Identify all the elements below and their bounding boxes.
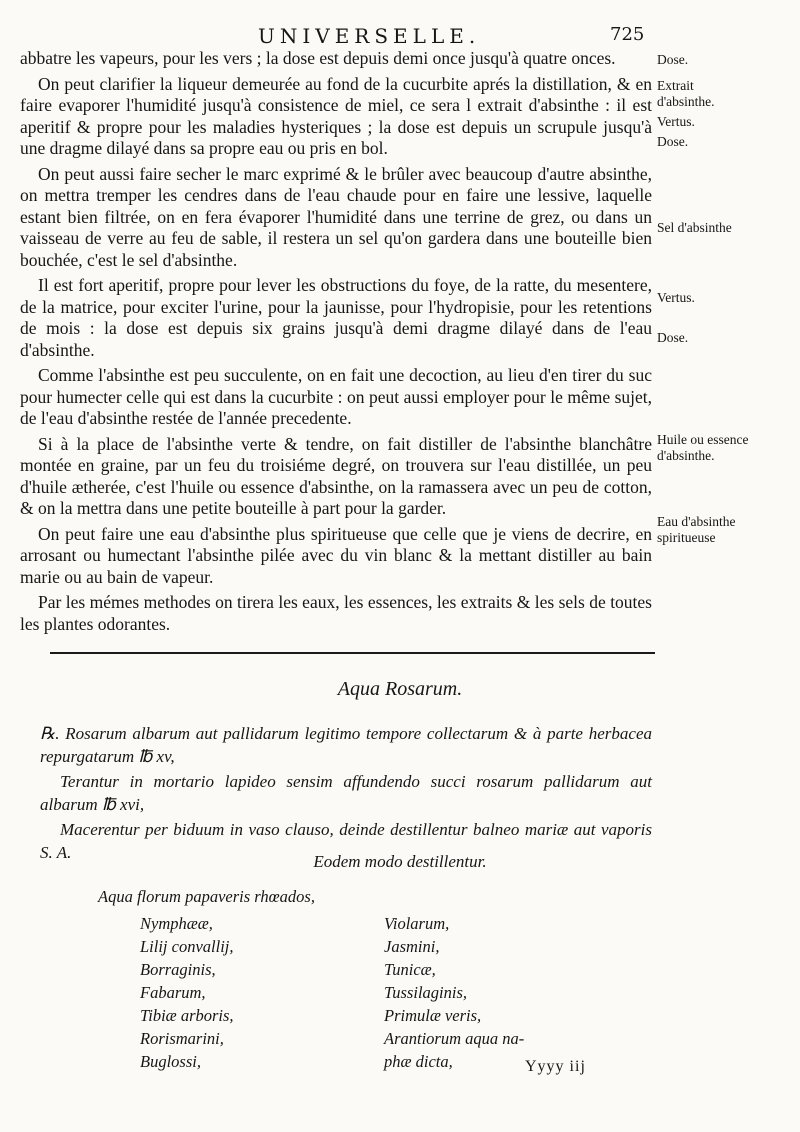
list-item: Nymphææ, [140,914,213,933]
margin-note: Vertus. [657,290,695,305]
recipe-subtitle: Eodem modo destillentur. [313,852,487,871]
recipe-line: Terantur in mortario lapideo sensim affundendo succi rosarum pallidarum aut albarum ℔ xvi, [40,772,652,814]
main-text [20,48,652,639]
recipe-text [40,722,652,866]
page-number: 725 [610,24,645,45]
margin-note: Huile ou essence d'absinthe. [657,432,749,463]
margin-note: Dose. [657,52,689,67]
margin-note: Vertus. [657,114,695,129]
margin-note: Sel d'absinthe [657,220,732,235]
margin-note: Dose. [657,330,689,345]
paragraph: On peut faire une eau d'absinthe plus spiritueuse que celle que je viens de decrire, en arrosant ou humectant l'absinthe pilée avec du vin blanc & la mettant distiller au bain marie ou au bain de vapeur. [20,523,652,587]
list-item: Lilij convallij, [140,937,234,956]
paragraph: Par les mémes methodes on tirera les eaux, les essences, les extraits & les sels de toutes les plantes odorantes. [20,592,652,634]
page-header [0,24,800,48]
plants-lead: Aqua florum papaveris rhœados, [98,887,315,906]
plant-list-right [384,912,524,1073]
margin-note: Extrait d'absinthe. [657,78,715,109]
paragraph: Si à la place de l'absinthe verte & tendre, on fait distiller de l'absinthe blanchâtre montée en graine, par un feu du troisiéme degré, on trouvera sur l'eau distillée, un peu d'huile ætherée, c'est l'huile ou essence d'absinthe, on la ramassera avec un peu de cotton, & on la mettra dans une petite bouteille à part pour la garder. [20,433,652,518]
list-item: Tussilaginis, [384,983,467,1002]
paragraph: On peut clarifier la liqueur demeurée au fond de la cucurbite aprés la distillation, & en faire evaporer l'humidité jusqu'à consistence de miel, ce sera l extrait d'absinthe : il est aperitif & propre pour les maladies hysteriques ; la dose est depuis un scrupule jusqu'à une dragme dilayé dans sa propre eau ou pris en bol. [20,73,652,158]
list-item: Violarum, [384,914,450,933]
recipe-line: Macerentur per biduum in vaso clauso, deinde destillentur balneo mariæ aut vaporis S. A. [40,820,652,862]
list-item: Primulæ veris, [384,1006,482,1025]
recipe-line: ℞. Rosarum albarum aut pallidarum legitimo tempore collectarum & à parte herbacea repurgatarum ℔ xv, [40,724,652,766]
paragraph: abbatre les vapeurs, pour les vers ; la dose est depuis demi once jusqu'à quatre onces. [20,48,616,68]
list-item: Rorismarini, [140,1029,224,1048]
margin-note: Eau d'absinthe spiritueuse [657,514,736,545]
paragraph: Il est fort aperitif, propre pour lever les obstructions du foye, de la ratte, du mesentere, de la matrice, pour exciter l'urine, pour la jaunisse, pour l'hydropisie, pour les retentions de mois : la dose est depuis six grains jusqu'à demi dragme dilayé dans de l'eau d'absinthe. [20,275,652,360]
recipe-title: Aqua Rosarum. [337,678,463,700]
signature-mark: Yyyy iij [525,1058,586,1075]
paragraph: On peut aussi faire secher le marc exprimé & le brûler avec beaucoup d'autre absinthe, on mettra tremper les cendres dans de l'eau chaude pour en faire une lessive, laquelle estant bien filtrée, on en fera évaporer l'humidité dans une terrine de grez, ou dans un vaisseau de verre au feu de sable, il restera un sel qu'on gardera dans une bouteille bien bouchée, c'est le sel d'absinthe. [20,163,652,270]
list-item: phæ dicta, [384,1052,453,1071]
plant-list-left [140,912,234,1073]
list-item: Tibiæ arboris, [140,1006,234,1025]
list-item: Tunicæ, [384,960,436,979]
list-item: Fabarum, [140,983,206,1002]
paragraph: Comme l'absinthe est peu succulente, on en fait une decoction, au lieu d'en tirer du suc pour humecter celle qui est dans la cucurbite : on peut aussi employer pour le même sujet, de l'eau d'absinthe restée de l'année precedente. [20,365,652,428]
list-item: Borraginis, [140,960,216,979]
running-head: UNIVERSELLE. [258,24,481,48]
list-item: Buglossi, [140,1052,201,1071]
section-rule [50,652,655,654]
list-item: Jasmini, [384,937,440,956]
list-item: Arantiorum aqua na- [384,1029,525,1048]
margin-note: Dose. [657,134,689,149]
